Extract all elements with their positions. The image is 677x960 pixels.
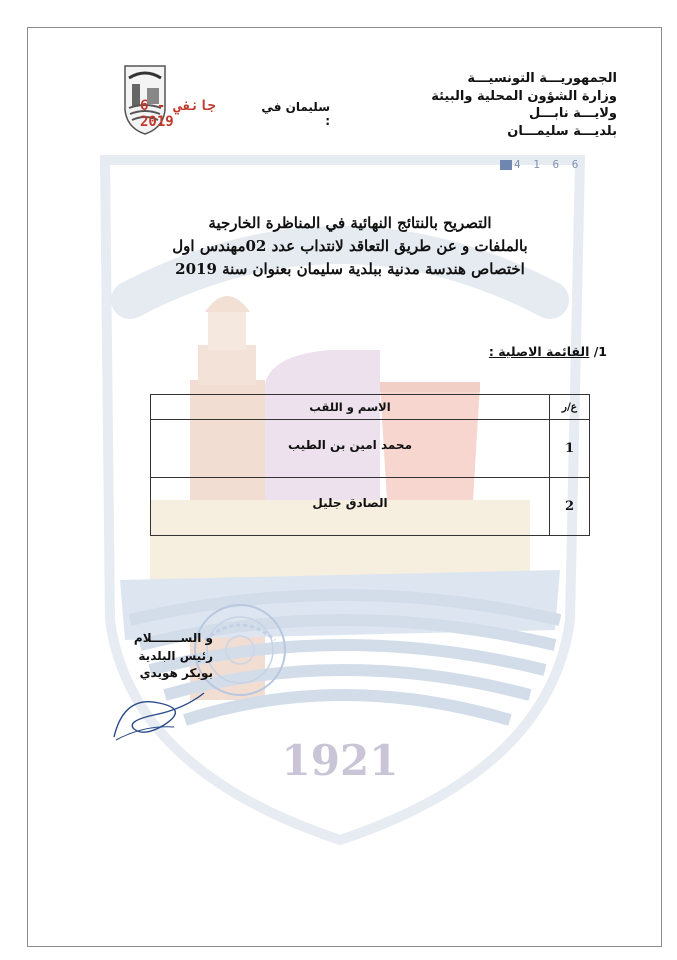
watermark-year: 1921 (281, 736, 399, 785)
signatory-name: بوبكر هويدي (139, 666, 213, 680)
place-date-label: سليمان في : (261, 100, 330, 128)
results-table (150, 394, 590, 536)
signature-block (103, 630, 213, 683)
reference-number-stamp (500, 158, 581, 172)
signatory-title: رئيس البلدية (138, 648, 213, 663)
column-header-number: ع/ر (550, 395, 590, 420)
reference-number: 4 1 6 6 (514, 158, 582, 171)
section-number: 1/ (593, 344, 607, 359)
title-line-2: بالملفات و عن طريق التعاقد لانتداب عدد 02مهندس اول (172, 237, 528, 255)
handwritten-signature (104, 685, 214, 745)
section-heading (489, 344, 607, 359)
document-title (160, 212, 540, 281)
stamp-mark-icon (500, 160, 512, 170)
table-row (151, 478, 590, 536)
issuer-header (357, 70, 617, 140)
header-line-ministry: وزارة الشؤون المحلية والبيئة (431, 88, 617, 104)
candidate-name: محمد امين بن الطيب (151, 420, 550, 478)
table-header-row (151, 395, 590, 420)
header-line-governorate: ولايـــة نابـــل (529, 106, 617, 121)
date-line (140, 98, 330, 130)
date-stamp: 6 - جانفي 2019 (140, 98, 216, 130)
table-row (151, 420, 590, 478)
closing-salutation: و الســـــــلام (133, 631, 213, 645)
header-line-republic: الجمهوريـــة التونسيـــة (467, 71, 617, 86)
row-number: 1 (550, 420, 590, 478)
title-line-3: اختصاص هندسة مدنية ببلدية سليمان بعنوان سنة 2019 (175, 260, 525, 278)
column-header-name: الاسم و اللقب (151, 395, 550, 420)
row-number: 2 (550, 478, 590, 536)
title-line-1: التصريح بالنتائج النهائية في المناظرة الخارجية (208, 214, 492, 232)
header-line-municipality: بلديـــة سليمـــان (507, 123, 617, 139)
section-title: القائمة الاصلية : (488, 344, 590, 359)
candidate-name: الصادق جليل (151, 478, 550, 536)
